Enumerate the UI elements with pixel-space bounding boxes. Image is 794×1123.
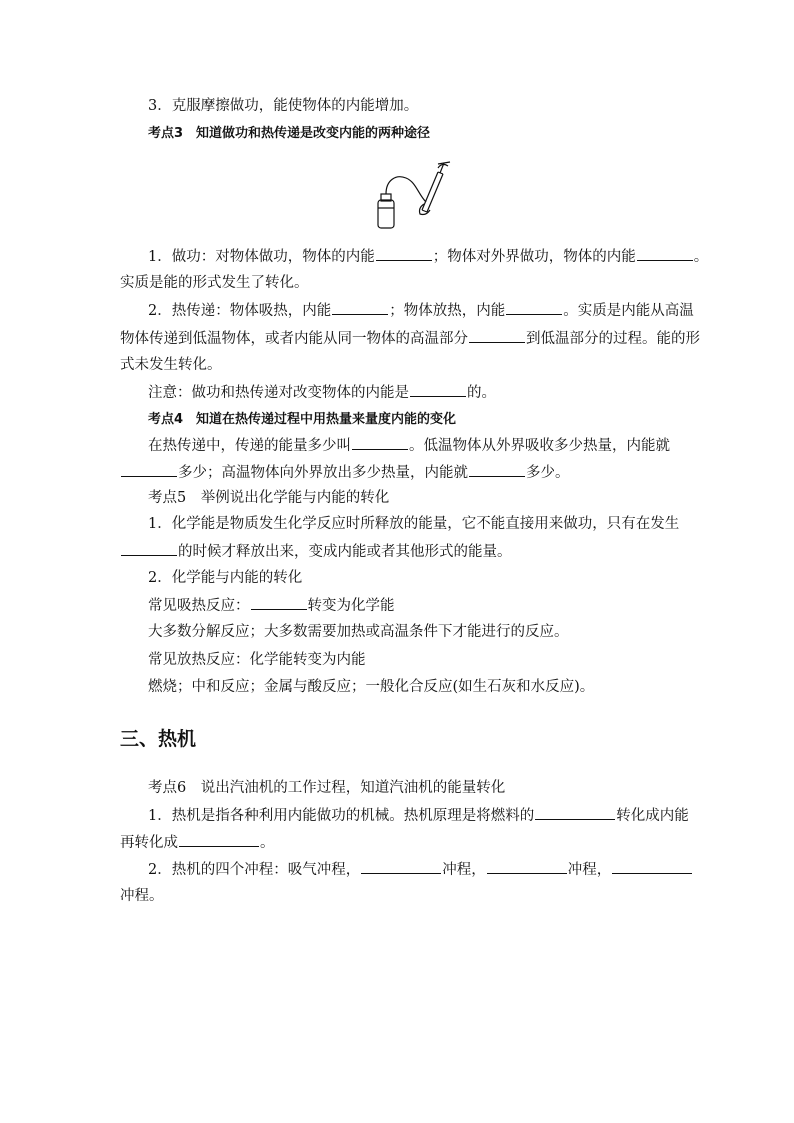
text: 2．热传递：物体吸热，内能: [148, 303, 332, 319]
answer-blank[interactable]: [469, 328, 525, 343]
text-line: [148, 622, 569, 642]
text: 在热传递中，传递的能量多少叫: [148, 438, 351, 454]
answer-blank[interactable]: [179, 832, 259, 847]
text: 常见吸热反应：: [148, 598, 250, 614]
answer-blank[interactable]: [469, 462, 525, 477]
text-line: [120, 462, 570, 483]
answer-blank[interactable]: [637, 246, 693, 261]
text: 实质是能的形式发生了转化。: [120, 275, 309, 291]
text: 2．热机的四个冲程：吸气冲程，: [148, 862, 361, 878]
text: 多少；高温物体向外界放出多少热量，内能就: [178, 465, 468, 481]
text: 式未发生转化。: [120, 357, 222, 373]
text: 常见放热反应：化学能转变为内能: [148, 652, 366, 668]
text: 考点4 知道在热传递过程中用热量来量度内能的变化: [148, 412, 457, 427]
kaodian-6-heading: [148, 778, 505, 798]
text: 物体传递到低温物体，或者内能从同一物体的高温部分: [120, 331, 468, 347]
text: 的。: [467, 385, 496, 401]
kaodian-4-heading: [148, 410, 456, 430]
text-line: [148, 859, 693, 880]
text: 冲程。: [120, 888, 164, 904]
answer-blank[interactable]: [251, 595, 307, 610]
text: 转化成内能: [616, 808, 689, 824]
text: 转变为化学能: [307, 598, 395, 614]
text: 。: [260, 835, 275, 851]
answer-blank[interactable]: [361, 859, 441, 874]
text: 冲程，: [442, 862, 486, 878]
kaodian-3-heading: [148, 124, 430, 144]
answer-blank[interactable]: [487, 859, 567, 874]
answer-blank[interactable]: [376, 246, 432, 261]
text: 。低温物体从外界吸收多少热量，内能就: [409, 438, 670, 454]
text: 考点3 知道做功和热传递是改变内能的两种途径: [148, 126, 431, 141]
text: ；物体对外界做功，物体的内能: [432, 249, 636, 265]
text-line: [120, 328, 700, 349]
text: 到低温部分的过程。能的形: [526, 331, 700, 347]
text: 注意：做功和热传递对改变物体的内能是: [148, 385, 409, 401]
text-line: [148, 382, 496, 403]
text: 多少。: [526, 465, 570, 481]
kaodian-5-heading: [148, 488, 389, 508]
text-line: [148, 568, 302, 588]
text-line: [120, 886, 164, 906]
text: 1．做功：对物体做功，物体的内能: [148, 249, 375, 265]
text-line: [148, 514, 679, 534]
text: 考点6 说出汽油机的工作过程，知道汽油机的能量转化: [148, 780, 506, 796]
text: 的时候才释放出来，变成内能或者其他形式的能量。: [178, 544, 512, 560]
text-line: [120, 273, 309, 293]
answer-blank[interactable]: [535, 805, 615, 820]
text-line: [120, 355, 222, 375]
answer-blank[interactable]: [121, 541, 177, 556]
text: 再转化成: [120, 835, 178, 851]
bottle-pump-figure: [372, 160, 452, 232]
text-line: [148, 96, 418, 116]
text: 2．化学能与内能的转化: [148, 570, 303, 586]
text-line: [120, 541, 512, 562]
text: 1．热机是指各种利用内能做功的机械。热机原理是将燃料的: [148, 808, 535, 824]
text: 3．克服摩擦做功，能使物体的内能增加。: [148, 98, 419, 114]
text-line: [148, 300, 694, 321]
text-line: [148, 805, 689, 826]
text-line: [148, 677, 594, 697]
answer-blank[interactable]: [332, 300, 388, 315]
text-line: [148, 246, 708, 267]
section-heading: 三、热机: [120, 728, 197, 750]
text-line: [120, 832, 275, 853]
answer-blank[interactable]: [410, 382, 466, 397]
text: 冲程，: [567, 862, 612, 878]
answer-blank[interactable]: [612, 859, 692, 874]
answer-blank[interactable]: [352, 435, 408, 450]
text: 。: [693, 249, 709, 265]
text: 大多数分解反应；大多数需要加热或高温条件下才能进行的反应。: [148, 624, 569, 640]
text: ；物体放热，内能: [389, 303, 506, 319]
text-line: [148, 435, 670, 456]
text: 1．化学能是物质发生化学反应时所释放的能量，它不能直接用来做功，只有在发生: [148, 516, 680, 532]
text: 考点5 举例说出化学能与内能的转化: [148, 490, 390, 506]
text-line: [148, 595, 395, 616]
text-line: [148, 650, 366, 670]
text: 。实质是内能从高温: [563, 303, 694, 319]
answer-blank[interactable]: [121, 462, 177, 477]
answer-blank[interactable]: [506, 300, 562, 315]
text: 燃烧；中和反应；金属与酸反应；一般化合反应(如生石灰和水反应)。: [148, 679, 595, 695]
